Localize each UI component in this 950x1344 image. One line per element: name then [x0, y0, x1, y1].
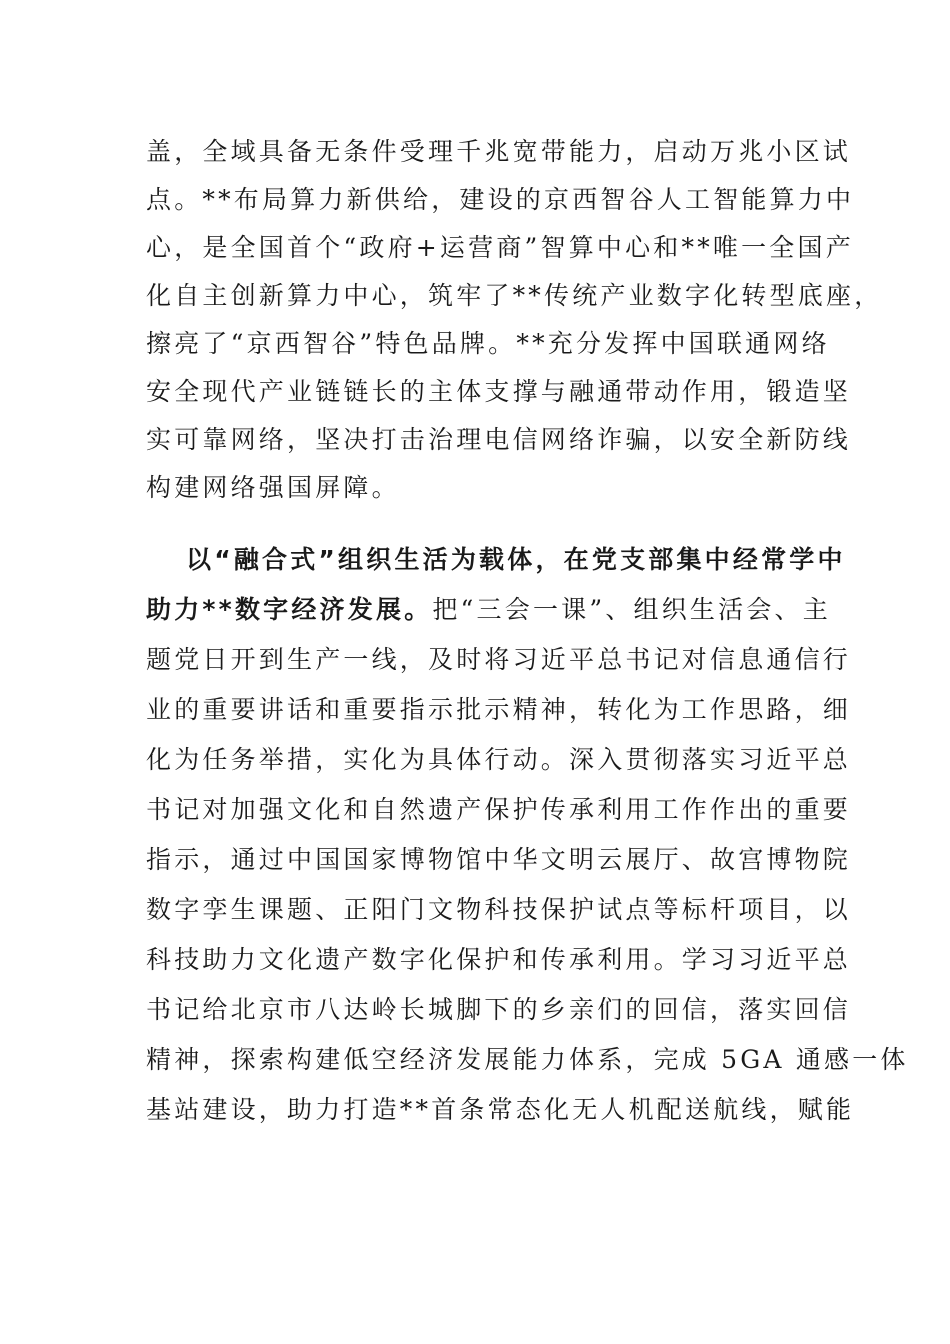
paragraph-heading: 以“融合式”组织生活为载体，在党支部集中经常学中 [186, 545, 846, 574]
paragraph-line-text: 把“三会一课”、组织生活会、主 [432, 595, 831, 624]
paragraph-line: 安全现代产业链链长的主体支撑与融通带动作用，锻造坚 [146, 377, 852, 406]
paragraph-line: 基站建设，助力打造**首条常态化无人机配送航线，赋能 [146, 1095, 855, 1124]
paragraph-line: 实可靠网络，坚决打击治理电信网络诈骗，以安全新防线 [146, 425, 852, 454]
paragraph-line: 精神，探索构建低空经济发展能力体系，完成 5GA 通感一体 [146, 1045, 909, 1074]
paragraph-line: 书记对加强文化和自然遗产保护传承利用工作作出的重要 [146, 795, 852, 824]
paragraph-heading-end: 助力**数字经济发展。 [146, 595, 433, 624]
paragraph-line: 化自主创新算力中心，筑牢了**传统产业数字化转型底座， [146, 281, 883, 310]
paragraph-line: 心，是全国首个“政府+运营商”智算中心和**唯一全国产 [146, 233, 854, 262]
paragraph-line: 业的重要讲话和重要指示批示精神，转化为工作思路，细 [146, 695, 852, 724]
paragraph-line: 科技助力文化遗产数字化保护和传承利用。学习习近平总 [146, 945, 852, 974]
paragraph-line: 点。**布局算力新供给，建设的京西智谷人工智能算力中 [146, 185, 855, 214]
paragraph-line: 盖，全域具备无条件受理千兆宽带能力，启动万兆小区试 [146, 137, 852, 166]
paragraph-line: 指示，通过中国国家博物馆中华文明云展厅、故宫博物院 [146, 845, 852, 874]
paragraph-line: 构建网络强国屏障。 [146, 473, 400, 502]
paragraph-line: 题党日开到生产一线，及时将习近平总书记对信息通信行 [146, 645, 852, 674]
paragraph-line: 书记给北京市八达岭长城脚下的乡亲们的回信，落实回信 [146, 995, 852, 1024]
paragraph-line: 化为任务举措，实化为具体行动。深入贯彻落实习近平总 [146, 745, 852, 774]
paragraph-line: 数字孪生课题、正阳门文物科技保护试点等标杆项目，以 [146, 895, 852, 924]
paragraph-line [146, 590, 831, 630]
paragraph-line: 擦亮了“京西智谷”特色品牌。**充分发挥中国联通网络 [146, 329, 830, 358]
